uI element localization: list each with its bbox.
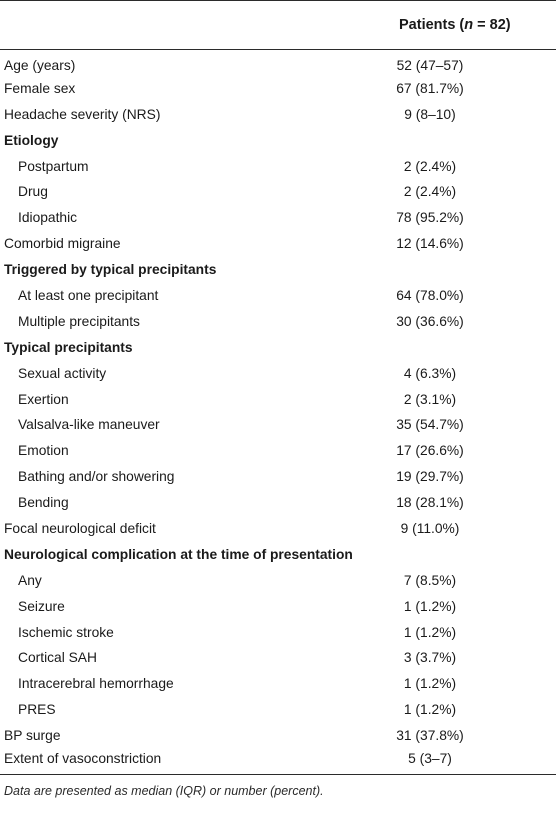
row-label: Multiple precipitants bbox=[18, 313, 140, 329]
row-label: BP surge bbox=[4, 728, 61, 744]
row-label: Female sex bbox=[4, 80, 76, 96]
section-label: Etiology bbox=[4, 132, 59, 148]
row-value bbox=[362, 257, 556, 283]
row-label: Bending bbox=[18, 495, 69, 511]
row-label: Focal neurological deficit bbox=[4, 520, 156, 536]
row-value: 12 (14.6%) bbox=[396, 236, 464, 252]
table-row bbox=[0, 697, 556, 723]
row-value: 1 (1.2%) bbox=[403, 598, 457, 614]
row-label: Seizure bbox=[18, 598, 65, 614]
row-label: Intracerebral hemorrhage bbox=[18, 676, 174, 692]
row-value bbox=[362, 334, 556, 360]
row-value: 19 (29.7%) bbox=[396, 469, 464, 485]
header-characteristic bbox=[0, 1, 362, 50]
row-label: Ischemic stroke bbox=[18, 624, 114, 640]
row-value: 78 (95.2%) bbox=[396, 210, 464, 226]
row-value: 9 (11.0%) bbox=[400, 520, 460, 536]
header-row bbox=[0, 1, 556, 50]
table-row bbox=[0, 516, 556, 542]
row-label: Postpartum bbox=[18, 158, 89, 174]
row-value: 1 (1.2%) bbox=[403, 676, 457, 692]
row-label: Comorbid migraine bbox=[4, 236, 121, 252]
table-row bbox=[0, 645, 556, 671]
section-header-row bbox=[0, 541, 556, 567]
section-label: Typical precipitants bbox=[4, 339, 133, 355]
row-value: 35 (54.7%) bbox=[396, 417, 464, 433]
row-value: 17 (26.6%) bbox=[396, 443, 464, 459]
table-row bbox=[0, 179, 556, 205]
table-row bbox=[0, 412, 556, 438]
table-row bbox=[0, 101, 556, 127]
row-label: Emotion bbox=[18, 443, 69, 459]
row-value: 67 (81.7%) bbox=[396, 80, 464, 96]
row-label: Extent of vasoconstriction bbox=[0, 749, 362, 775]
row-value: 3 (3.7%) bbox=[403, 650, 457, 666]
table-row bbox=[0, 490, 556, 516]
table-row bbox=[0, 205, 556, 231]
row-value: 4 (6.3%) bbox=[403, 365, 457, 381]
row-label: At least one precipitant bbox=[18, 287, 159, 303]
table-row bbox=[0, 308, 556, 334]
row-label: Drug bbox=[18, 184, 48, 200]
row-label: Idiopathic bbox=[18, 210, 78, 226]
row-value: 18 (28.1%) bbox=[396, 495, 464, 511]
row-label: Sexual activity bbox=[18, 365, 107, 381]
header-patients bbox=[362, 1, 556, 50]
table-header bbox=[0, 1, 556, 50]
table-row bbox=[0, 464, 556, 490]
row-label: Exertion bbox=[18, 391, 69, 407]
table-row bbox=[0, 438, 556, 464]
section-header-row bbox=[0, 127, 556, 153]
table-row bbox=[0, 283, 556, 309]
row-value: 2 (2.4%) bbox=[403, 158, 457, 174]
row-label: PRES bbox=[18, 702, 56, 718]
table-row bbox=[0, 386, 556, 412]
row-value: 52 (47–57) bbox=[396, 58, 464, 74]
section-header-row bbox=[0, 257, 556, 283]
table-row bbox=[0, 75, 556, 101]
table-row bbox=[0, 231, 556, 257]
header-patients-n: n bbox=[464, 17, 474, 33]
row-value bbox=[362, 541, 556, 567]
row-value: 1 (1.2%) bbox=[403, 624, 457, 640]
header-patients-prefix: Patients ( bbox=[399, 17, 465, 33]
section-label: Triggered by typical precipitants bbox=[4, 262, 217, 278]
table-footnote: Data are presented as median (IQR) or number (percent). bbox=[4, 783, 324, 798]
table-row bbox=[0, 153, 556, 179]
row-value bbox=[362, 127, 556, 153]
row-value: 64 (78.0%) bbox=[396, 287, 464, 303]
table-row bbox=[0, 723, 556, 749]
row-value: 30 (36.6%) bbox=[396, 313, 464, 329]
section-header-row bbox=[0, 334, 556, 360]
table-row bbox=[0, 749, 556, 775]
table-row bbox=[0, 593, 556, 619]
row-value: 1 (1.2%) bbox=[403, 702, 457, 718]
row-value: 31 (37.8%) bbox=[396, 728, 464, 744]
row-value: 5 (3–7) bbox=[362, 749, 556, 775]
header-patients-suffix: = 82) bbox=[473, 17, 511, 33]
row-value: 7 (8.5%) bbox=[403, 572, 457, 588]
table-body bbox=[0, 50, 556, 775]
row-label: Cortical SAH bbox=[18, 650, 97, 666]
row-label: Any bbox=[18, 572, 42, 588]
table-row bbox=[0, 50, 556, 76]
table-row bbox=[0, 360, 556, 386]
table-row bbox=[0, 671, 556, 697]
row-label: Headache severity (NRS) bbox=[4, 106, 161, 122]
row-value: 2 (3.1%) bbox=[403, 391, 457, 407]
table-row bbox=[0, 619, 556, 645]
row-label: Valsalva-like maneuver bbox=[18, 417, 160, 433]
row-label: Bathing and/or showering bbox=[18, 469, 175, 485]
row-label: Age (years) bbox=[4, 58, 76, 74]
table-row bbox=[0, 567, 556, 593]
row-value: 2 (2.4%) bbox=[403, 184, 457, 200]
section-label: Neurological complication at the time of presentation bbox=[4, 546, 353, 562]
row-value: 9 (8–10) bbox=[404, 106, 456, 122]
